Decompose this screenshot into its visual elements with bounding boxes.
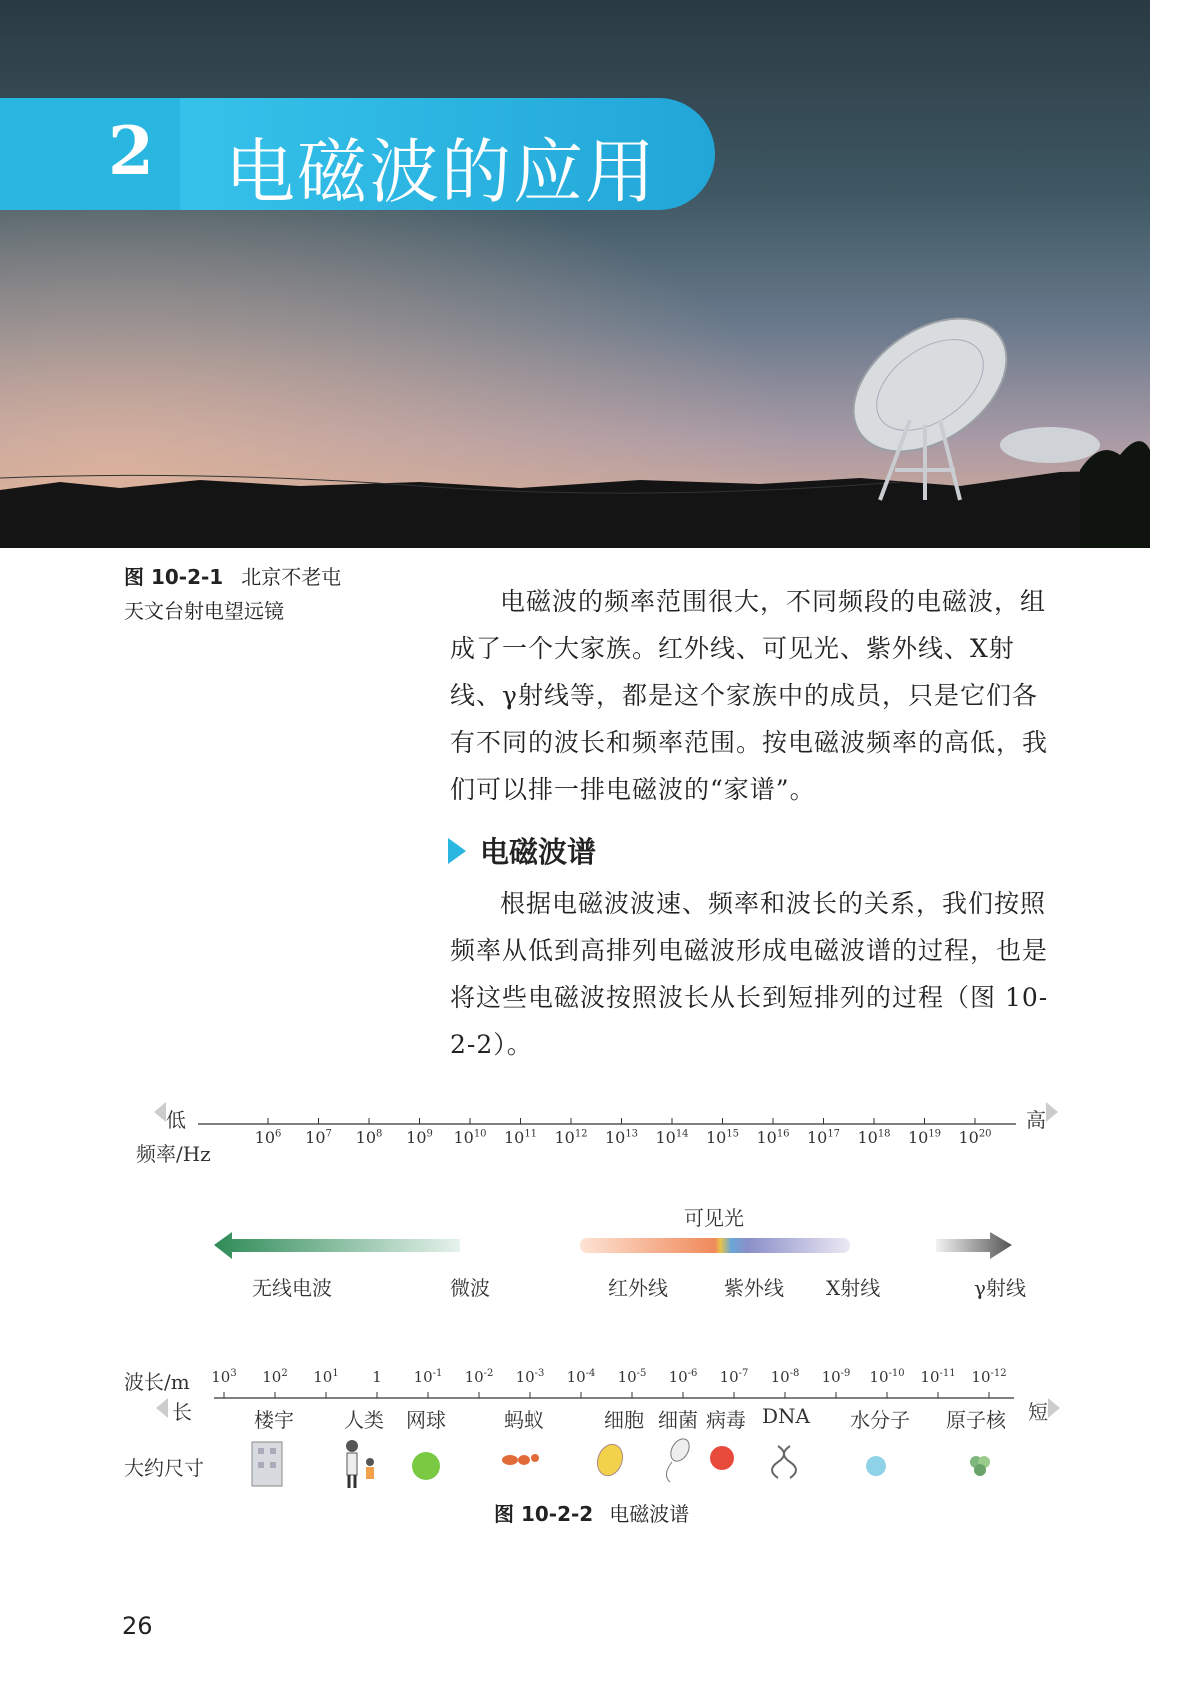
tick-label: $10^{-2}$	[464, 1368, 494, 1386]
figure1-caption	[124, 560, 341, 628]
cell-icon	[593, 1441, 626, 1479]
object-cell-label: 细胞	[604, 1408, 644, 1432]
band-infrared-label: 红外线	[608, 1276, 668, 1300]
band-xray-label: X射线	[826, 1276, 881, 1300]
em-spectrum-diagram	[0, 1090, 1190, 1530]
tick-label: $10^{-3}$	[515, 1368, 545, 1386]
object-water-molecule-label: 水分子	[850, 1408, 910, 1432]
band-microwave-label: 微波	[450, 1276, 490, 1300]
band-radio-label: 无线电波	[252, 1276, 332, 1300]
dna-icon	[772, 1446, 796, 1478]
tick-label: $10^{-6}$	[668, 1368, 698, 1386]
tick-label: $10^1$	[313, 1368, 339, 1386]
ant-icon	[502, 1454, 539, 1465]
tick-label: $10^{19}$	[907, 1128, 942, 1147]
radio-telescope-photo	[0, 0, 1190, 548]
tick-label: $10^2$	[262, 1368, 288, 1386]
atomic-nucleus-icon	[970, 1456, 990, 1476]
hero-photo	[0, 0, 1190, 548]
intro-paragraph: 电磁波的频率范围很大，不同频段的电磁波，组成了一个大家族。红外线、可见光、紫外线、X射线、γ射线等，都是这个家族中的成员，只是它们各有不同的波长和频率范围。按电磁波频率的高低，我们可以排一排电磁波的“家谱”。	[450, 587, 1049, 804]
figure1-caption-line1: 北京不老屯	[241, 565, 342, 589]
radio-wave-band	[214, 1232, 460, 1259]
arrow-right-icon	[1048, 1398, 1060, 1418]
section-number: 2	[108, 112, 154, 190]
section-paragraph: 根据电磁波波速、频率和波长的关系，我们按照频率从低到高排列电磁波形成电磁波谱的过程，也是将这些电磁波按照波长从长到短排列的过程（图 10-2-2）。	[450, 889, 1049, 1059]
tick-label: $10^3$	[211, 1368, 237, 1386]
water-molecule-icon	[866, 1456, 886, 1476]
object-virus-label: 病毒	[706, 1408, 746, 1432]
object-human-label: 人类	[344, 1408, 384, 1432]
arrow-left-icon	[156, 1398, 168, 1418]
tick-label: $10^{20}$	[958, 1128, 992, 1147]
figure1-caption-line2: 天文台射电望远镜	[124, 599, 284, 623]
chevron-right-icon	[448, 838, 466, 864]
wavelength-short-label: 短	[1028, 1400, 1048, 1424]
object-building-label: 楼宇	[254, 1408, 294, 1432]
size-row-label: 大约尺寸	[124, 1456, 204, 1480]
building-icon	[252, 1442, 282, 1486]
tick-label: $10^8$	[355, 1128, 383, 1147]
tick-label: $10^{-1}$	[413, 1368, 443, 1386]
tick-label: $10^{17}$	[806, 1128, 841, 1147]
tick-label: $10^{14}$	[655, 1128, 689, 1147]
object-ant-label: 蚂蚁	[504, 1408, 544, 1432]
arrow-right-icon	[1046, 1102, 1058, 1122]
section-heading	[448, 830, 596, 871]
page-title: 电磁波的应用	[225, 131, 657, 213]
tick-label: $10^7$	[305, 1128, 332, 1147]
visible-light-label: 可见光	[684, 1206, 744, 1230]
tick-label: $10^{13}$	[604, 1128, 639, 1147]
tick-label: $10^{12}$	[554, 1128, 588, 1147]
band-gamma-label: γ射线	[974, 1276, 1026, 1300]
section-title: 电磁波谱	[480, 835, 597, 869]
visible-infrared-ultraviolet-band	[580, 1238, 850, 1253]
frequency-high-label: 高	[1026, 1108, 1046, 1132]
tick-label: $10^{-9}$	[821, 1368, 851, 1386]
object-tennis-ball-label: 网球	[406, 1408, 446, 1432]
tick-label: $10^{10}$	[453, 1128, 487, 1147]
tick-label: $10^9$	[406, 1128, 433, 1147]
wavelength-long-label: 长	[172, 1400, 192, 1424]
band-ultraviolet-label: 紫外线	[724, 1276, 784, 1300]
intro-paragraph-block	[450, 578, 1060, 813]
figure2-label: 图 10-2-2	[494, 1502, 594, 1526]
frequency-axis-label: 频率/Hz	[136, 1142, 211, 1166]
tick-label: $10^{-11}$	[920, 1368, 956, 1386]
wavelength-axis-label: 波长/m	[124, 1370, 190, 1394]
chapter-title-band	[0, 98, 715, 213]
tick-label: $10^{18}$	[857, 1128, 891, 1147]
tick-label: $10^6$	[254, 1128, 282, 1147]
section-paragraph-block	[450, 880, 1060, 1068]
tick-label: $10^{15}$	[705, 1128, 740, 1147]
page-number: 26	[122, 1612, 153, 1640]
tick-label: $10^{-5}$	[617, 1368, 647, 1386]
frequency-low-label: 低	[166, 1108, 186, 1132]
figure2-caption	[494, 1498, 689, 1527]
arrow-left-icon	[154, 1102, 166, 1122]
tick-label: $10^{16}$	[756, 1128, 790, 1147]
object-bacteria-label: 细菌	[658, 1408, 698, 1432]
figure1-label: 图 10-2-1	[124, 565, 224, 589]
object-nucleus-label: 原子核	[946, 1408, 1006, 1432]
tick-label: $10^{-10}$	[869, 1368, 905, 1386]
tick-label: $10^{-8}$	[770, 1368, 800, 1386]
tick-label: $10^{11}$	[503, 1128, 538, 1147]
gamma-ray-band	[936, 1232, 1012, 1259]
figure2-caption-text: 电磁波谱	[609, 1502, 690, 1526]
tick-label: 1	[372, 1368, 382, 1386]
tick-label: $10^{-7}$	[719, 1368, 749, 1386]
bacteria-icon	[666, 1436, 692, 1482]
object-dna-label: DNA	[762, 1404, 810, 1428]
human-icon	[346, 1440, 374, 1488]
tennis-ball-icon	[412, 1452, 440, 1480]
virus-icon	[710, 1446, 734, 1470]
tick-label: $10^{-12}$	[971, 1368, 1007, 1386]
tick-label: $10^{-4}$	[566, 1368, 596, 1386]
